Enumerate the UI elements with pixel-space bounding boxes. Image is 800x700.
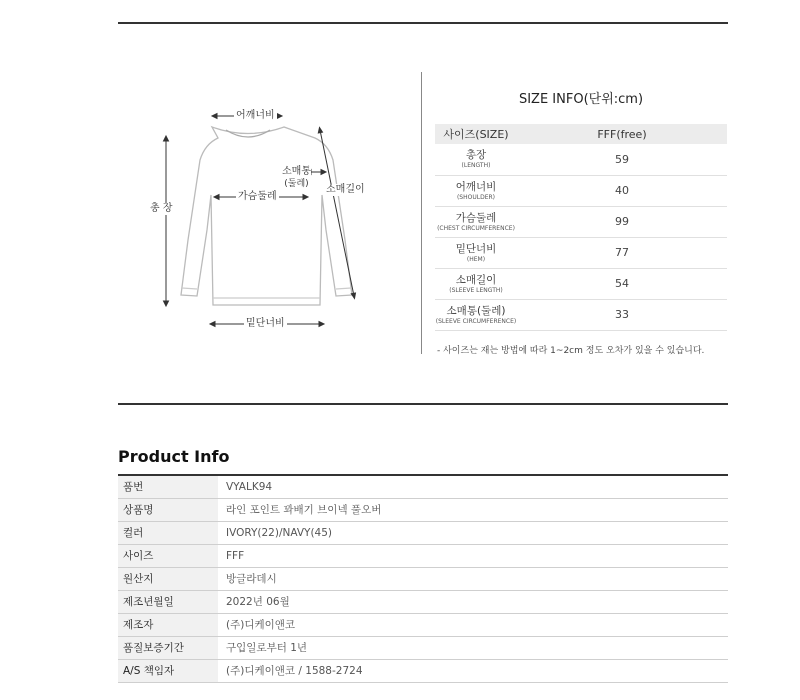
section-rule — [118, 403, 728, 405]
size-row-name-en: (CHEST CIRCUMFERENCE) — [437, 224, 515, 232]
product-info-row — [118, 567, 728, 590]
product-info-value: (주)디케이앤코 / 1588-2724 — [218, 659, 728, 682]
size-row-value: 40 — [517, 175, 727, 206]
product-info-row — [118, 521, 728, 544]
size-row-name — [435, 237, 517, 268]
product-info-value: 라인 포인트 꽈배기 브이넥 풀오버 — [218, 498, 728, 521]
product-info-value: 2022년 06월 — [218, 590, 728, 613]
size-row-name-ko: 소매길이 — [455, 273, 497, 286]
size-row-name — [435, 175, 517, 206]
hem-width-label: 밑단너비 — [246, 318, 285, 329]
product-info-key: 상품명 — [118, 498, 218, 521]
product-info-row — [118, 475, 728, 498]
vertical-divider — [421, 72, 422, 354]
product-info-key: 품질보증기간 — [118, 636, 218, 659]
size-row-name-en: (SLEEVE CIRCUMFERENCE) — [435, 317, 517, 325]
shoulder-width-label: 어깨너비 — [236, 110, 275, 121]
size-table-header-row — [435, 124, 727, 144]
product-info-table — [118, 474, 728, 683]
size-row — [435, 299, 727, 330]
size-row-name — [435, 299, 517, 330]
sleeve-width-label-line2: (둘레) — [284, 179, 309, 189]
size-row — [435, 144, 727, 175]
top-rule — [118, 22, 728, 24]
product-info-row — [118, 659, 728, 682]
product-info-value: VYALK94 — [218, 475, 728, 498]
chest-circumference-label: 가슴둘레 — [238, 191, 277, 202]
sleeve-width-label-line1: 소매통 — [282, 166, 311, 177]
product-info-value: IVORY(22)/NAVY(45) — [218, 521, 728, 544]
size-row — [435, 268, 727, 299]
size-row — [435, 237, 727, 268]
product-info-value: FFF — [218, 544, 728, 567]
product-info-key: 품번 — [118, 475, 218, 498]
product-info-key: 제조년월일 — [118, 590, 218, 613]
product-info-value: 방글라데시 — [218, 567, 728, 590]
size-row-name-ko: 소매통(둘레) — [446, 304, 506, 317]
size-row-value: 54 — [517, 268, 727, 299]
size-row-name-ko: 총장 — [465, 149, 487, 162]
size-row-name-ko: 밑단너비 — [455, 242, 497, 255]
sweater-outline-drawing — [140, 100, 380, 340]
product-info-key: 사이즈 — [118, 544, 218, 567]
product-info-value: (주)디케이앤코 — [218, 613, 728, 636]
size-row-name-ko: 가슴둘레 — [455, 211, 497, 224]
size-row-value: 33 — [517, 299, 727, 330]
size-row-value: 77 — [517, 237, 727, 268]
product-info-key: 원산지 — [118, 567, 218, 590]
product-info-row — [118, 613, 728, 636]
size-row-value: 99 — [517, 206, 727, 237]
product-info-key: 제조자 — [118, 613, 218, 636]
size-info-table — [435, 124, 727, 331]
size-note: - 사이즈는 재는 방법에 따라 1~2cm 정도 오차가 있을 수 있습니다. — [437, 346, 705, 356]
size-row-name-en: (LENGTH) — [461, 162, 491, 170]
size-row-name-en: (SHOULDER) — [456, 193, 496, 201]
size-row-name-en: (SLEEVE LENGTH) — [449, 286, 503, 294]
size-row-name-ko: 어깨너비 — [455, 180, 497, 193]
size-header-name: 사이즈(SIZE) — [435, 124, 517, 144]
product-info-key: A/S 책임자 — [118, 659, 218, 682]
garment-size-illustration — [140, 100, 380, 340]
sleeve-width-label — [282, 166, 311, 190]
product-info-value: 구입일로부터 1년 — [218, 636, 728, 659]
size-row — [435, 206, 727, 237]
size-row-name — [435, 144, 517, 175]
size-row — [435, 175, 727, 206]
product-info-row — [118, 498, 728, 521]
size-row-value: 59 — [517, 144, 727, 175]
total-length-label: 총 장 — [150, 203, 173, 214]
product-info-row — [118, 544, 728, 567]
size-row-name-en: (HEM) — [466, 255, 486, 263]
sleeve-length-label: 소매길이 — [326, 184, 365, 195]
product-info-key: 컬러 — [118, 521, 218, 544]
size-row-name — [435, 206, 517, 237]
product-info-row — [118, 636, 728, 659]
product-info-row — [118, 590, 728, 613]
size-row-name — [435, 268, 517, 299]
size-info-title: SIZE INFO(단위:cm) — [518, 92, 644, 107]
size-header-value: FFF(free) — [517, 124, 727, 144]
product-info-title: Product Info — [118, 447, 230, 466]
